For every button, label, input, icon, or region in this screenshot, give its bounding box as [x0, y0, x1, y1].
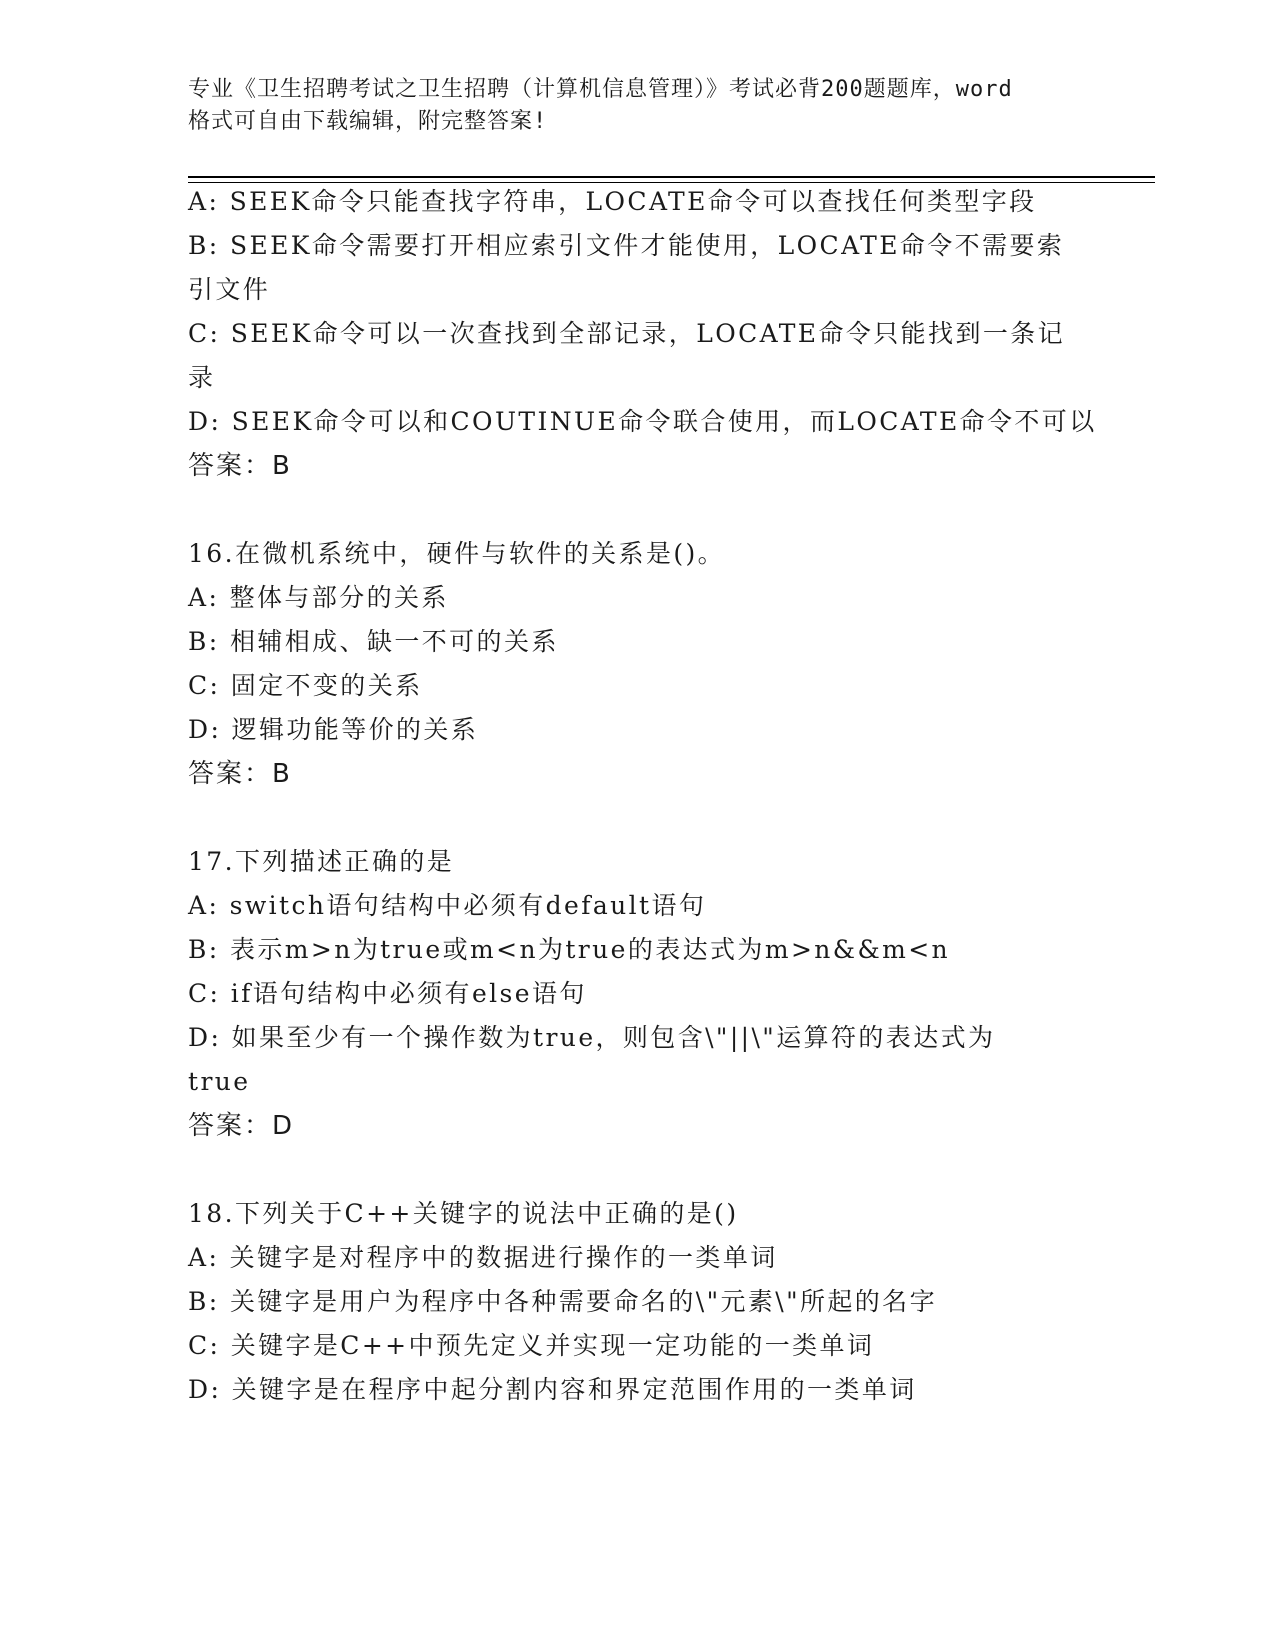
q15-option-a: A: SEEK命令只能查找字符串，LOCATE命令可以查找任何类型字段 [188, 187, 1037, 216]
q17-option-a: A: switch语句结构中必须有default语句 [188, 891, 707, 920]
q17-option-b: B: 表示m>n为true或m<n为true的表达式为m>n&&m<n [188, 935, 951, 964]
document-header [188, 74, 1088, 138]
q15-answer: 答案：B [188, 451, 292, 481]
header-divider-thin [188, 182, 1155, 183]
q18-option-a: A: 关键字是对程序中的数据进行操作的一类单词 [188, 1243, 778, 1272]
q16-answer: 答案：B [188, 759, 292, 789]
q17-option-d-line-2: true [188, 1067, 251, 1096]
q15-option-d: D: SEEK命令可以和COUTINUE命令联合使用，而LOCATE命令不可以 [188, 407, 1097, 436]
header-title-line-2: 格式可自由下载编辑，附完整答案! [188, 109, 548, 134]
q16-stem: 16.在微机系统中，硬件与软件的关系是()。 [188, 539, 726, 568]
q16-option-a: A: 整体与部分的关系 [188, 583, 449, 612]
q16-option-b: B: 相辅相成、缺一不可的关系 [188, 627, 559, 656]
q18-option-d: D: 关键字是在程序中起分割内容和界定范围作用的一类单词 [188, 1375, 917, 1404]
q15-option-c-line-1: C: SEEK命令可以一次查找到全部记录，LOCATE命令只能找到一条记 [188, 319, 1066, 348]
q17-option-c: C: if语句结构中必须有else语句 [188, 979, 587, 1008]
q15-option-b-line-1: B: SEEK命令需要打开相应索引文件才能使用，LOCATE命令不需要索 [188, 231, 1065, 260]
q16-option-d: D: 逻辑功能等价的关系 [188, 715, 479, 744]
q16-option-c: C: 固定不变的关系 [188, 671, 423, 700]
q18-option-b: B: 关键字是用户为程序中各种需要命名的\"元素\"所起的名字 [188, 1287, 937, 1316]
q18-stem: 18.下列关于C++关键字的说法中正确的是() [188, 1199, 739, 1228]
q17-stem: 17.下列描述正确的是 [188, 847, 455, 876]
q17-answer: 答案：D [188, 1111, 295, 1141]
header-divider-thick [188, 176, 1155, 178]
q15-option-b-line-2: 引文件 [188, 275, 271, 304]
q15-option-c-line-2: 录 [188, 363, 216, 392]
q18-option-c: C: 关键字是C++中预先定义并实现一定功能的一类单词 [188, 1331, 875, 1360]
q17-option-d-line-1: D: 如果至少有一个操作数为true，则包含\"||\"运算符的表达式为 [188, 1023, 996, 1052]
header-title-line-1: 专业《卫生招聘考试之卫生招聘（计算机信息管理）》考试必背200题题库，word [188, 77, 1013, 102]
